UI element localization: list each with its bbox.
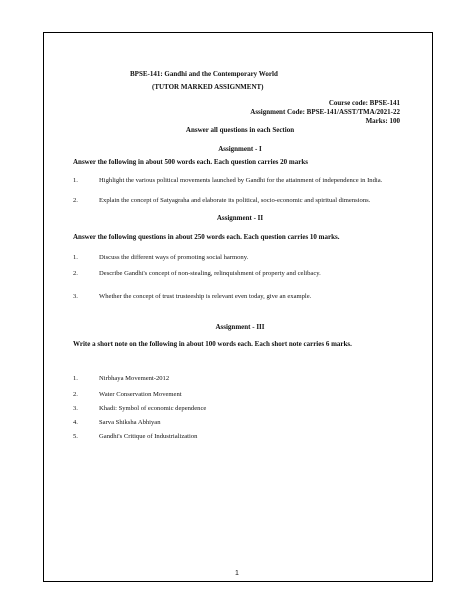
section-instruction-3: Write a short note on the following in about 100 words each. Each short note carries 6 marks. — [73, 340, 352, 348]
item-number: 2. — [73, 197, 78, 204]
item-text: Describe Gandhi's concept of non-stealing, relinquishment of property and celibacy. — [99, 270, 321, 277]
item-number: 1. — [73, 254, 78, 261]
section-title-2: Assignment - II — [216, 214, 264, 222]
item-text: Explain the concept of Satyagraha and elaborate its political, socio-economic and spiritual dimensions. — [99, 197, 371, 204]
item-text: Gandhi's Critique of Industrialization — [99, 433, 198, 440]
list-item — [73, 391, 373, 401]
item-text: Nirbhaya Movement-2012 — [99, 375, 170, 382]
section-title-3: Assignment - III — [215, 323, 265, 331]
general-instruction: Answer all questions in each Section — [185, 126, 295, 134]
list-item — [73, 197, 403, 215]
item-text: Discuss the different ways of promoting social harmony. — [99, 254, 249, 261]
item-text: Water Conservation Movement — [99, 391, 182, 398]
course-code: Course code: BPSE-141 — [328, 99, 400, 107]
section-instruction-2: Answer the following questions in about 250 words each. Each question carries 10 marks. — [73, 233, 340, 241]
assignment-code: Assignment Code: BPSE-141/ASST/TMA/2021-22 — [250, 108, 400, 116]
item-number: 5. — [73, 433, 78, 440]
item-number: 1. — [73, 177, 78, 184]
item-text: Khadi: Symbol of economic dependence — [99, 405, 207, 412]
list-item — [73, 293, 413, 303]
list-item — [73, 419, 373, 429]
list-item — [73, 375, 373, 385]
list-item — [73, 433, 373, 443]
list-item — [73, 405, 373, 415]
item-number: 3. — [73, 293, 78, 300]
list-item — [73, 254, 403, 264]
item-number: 1. — [73, 375, 78, 382]
item-text: Highlight the various political movements launched by Gandhi for the attainment of independence in India. — [99, 177, 383, 184]
item-number: 4. — [73, 419, 78, 426]
assignment-type: (TUTOR MARKED ASSIGNMENT) — [152, 83, 264, 91]
item-text: Whether the concept of trust trusteeship is relevant even today, give an example. — [99, 293, 312, 300]
page-number: 1 — [235, 570, 239, 577]
section-title-1: Assignment - I — [218, 145, 262, 153]
course-title: BPSE-141: Gandhi and the Contemporary World — [130, 70, 278, 78]
section-instruction-1: Answer the following in about 500 words each. Each question carries 20 marks — [73, 158, 308, 166]
item-number: 3. — [73, 405, 78, 412]
list-item — [73, 177, 403, 195]
marks: Marks: 100 — [365, 117, 400, 125]
list-item — [73, 270, 373, 288]
item-text: Sarva Shiksha Abhiyan — [99, 419, 161, 426]
item-number: 2. — [73, 270, 78, 277]
item-number: 2. — [73, 391, 78, 398]
